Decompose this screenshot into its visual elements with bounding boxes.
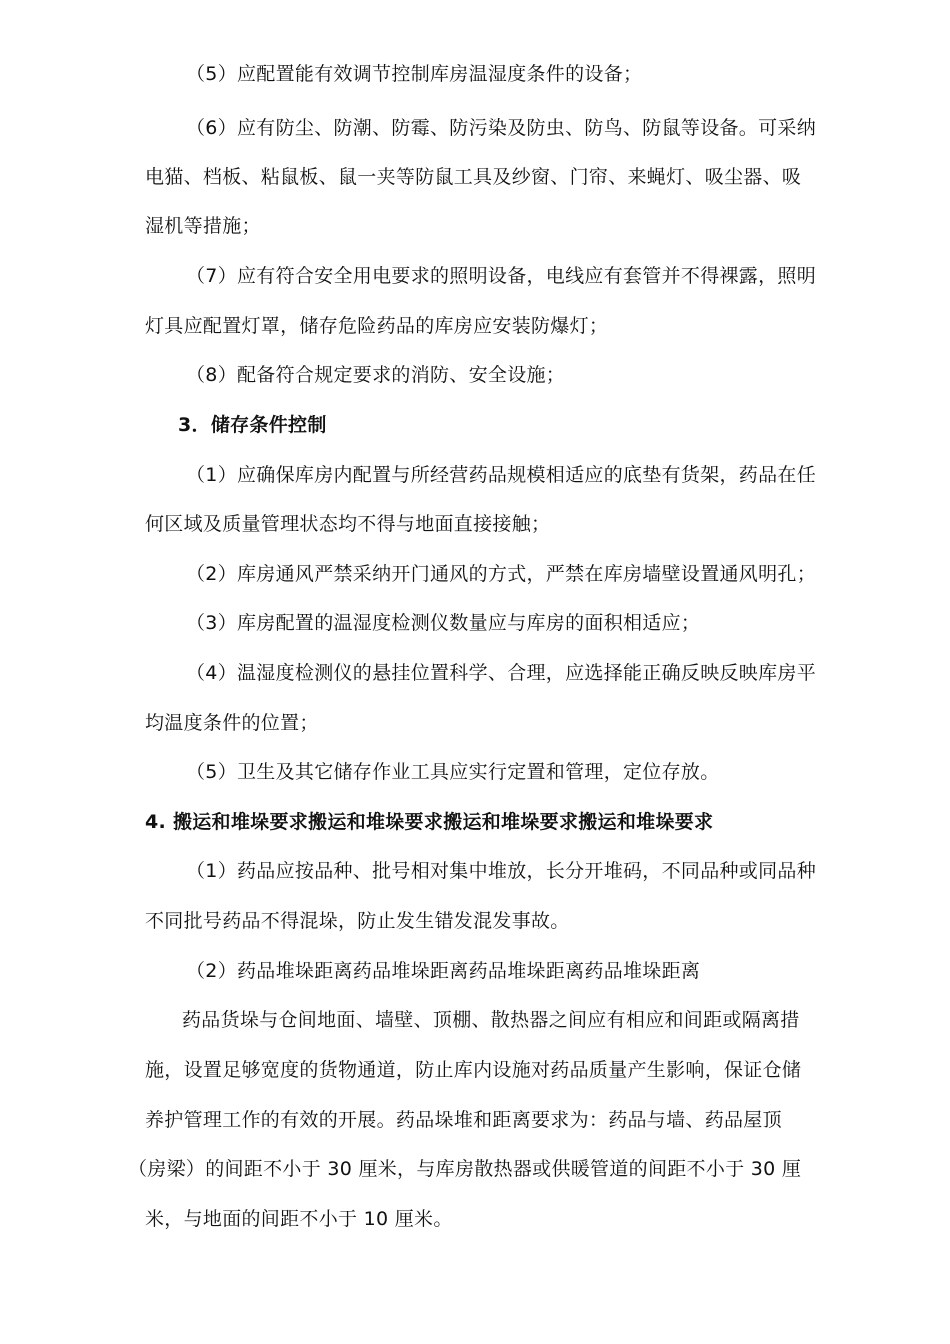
paragraph-line: （7）应有符合安全用电要求的照明设备，电线应有套管并不得裸露，照明	[186, 265, 816, 287]
paragraph-line: （5）应配置能有效调节控制库房温湿度条件的设备；	[186, 63, 643, 85]
paragraph-line: （1）应确保库房内配置与所经营药品规模相适应的底垫有货架，药品在任	[186, 464, 816, 486]
paragraph-line: 灯具应配置灯罩，储存危险药品的库房应安装防爆灯；	[145, 315, 609, 337]
paragraph-line: 何区域及质量管理状态均不得与地面直接接触；	[145, 513, 551, 535]
paragraph-line: （2）库房通风严禁采纳开门通风的方式，严禁在库房墙壁设置通风明孔；	[186, 563, 816, 585]
paragraph-line: 米，与地面的间距不小于 10 厘米。	[145, 1208, 453, 1230]
paragraph-line: 不同批号药品不得混垛，防止发生错发混发事故。	[145, 910, 570, 932]
section-heading: 4. 搬运和堆垛要求搬运和堆垛要求搬运和堆垛要求搬运和堆垛要求	[145, 811, 714, 833]
paragraph-line: （6）应有防尘、防潮、防霉、防污染及防虫、防鸟、防鼠等设备。可采纳	[186, 117, 816, 139]
paragraph-line: （房梁）的间距不小于 30 厘米，与库房散热器或供暖管道的间距不小于 30 厘	[128, 1158, 802, 1180]
paragraph-line: 电猫、档板、粘鼠板、鼠一夹等防鼠工具及纱窗、门帘、来蝇灯、吸尘器、吸	[145, 166, 802, 188]
paragraph-line: （1）药品应按品种、批号相对集中堆放，长分开堆码，不同品种或同品种	[186, 860, 816, 882]
paragraph-line: （2）药品堆垛距离药品堆垛距离药品堆垛距离药品堆垛距离	[186, 960, 701, 982]
paragraph-line: 药品货垛与仓间地面、墙壁、顶棚、散热器之间应有相应和间距或隔离措	[182, 1009, 800, 1031]
paragraph-line: 湿机等措施；	[145, 215, 261, 237]
section-heading: 3．储存条件控制	[178, 414, 327, 436]
paragraph-line: （8）配备符合规定要求的消防、安全设施；	[186, 364, 566, 386]
paragraph-line: 养护管理工作的有效的开展。药品垛堆和距离要求为：药品与墙、药品屋顶	[145, 1109, 782, 1131]
paragraph-line: 均温度条件的位置；	[145, 712, 319, 734]
paragraph-line: （5）卫生及其它储存作业工具应实行定置和管理，定位存放。	[186, 761, 720, 783]
paragraph-line: （4）温湿度检测仪的悬挂位置科学、合理，应选择能正确反映反映库房平	[186, 662, 816, 684]
paragraph-line: （3）库房配置的温湿度检测仪数量应与库房的面积相适应；	[186, 612, 701, 634]
paragraph-line: 施，设置足够宽度的货物通道，防止库内设施对药品质量产生影响，保证仓储	[145, 1059, 802, 1081]
